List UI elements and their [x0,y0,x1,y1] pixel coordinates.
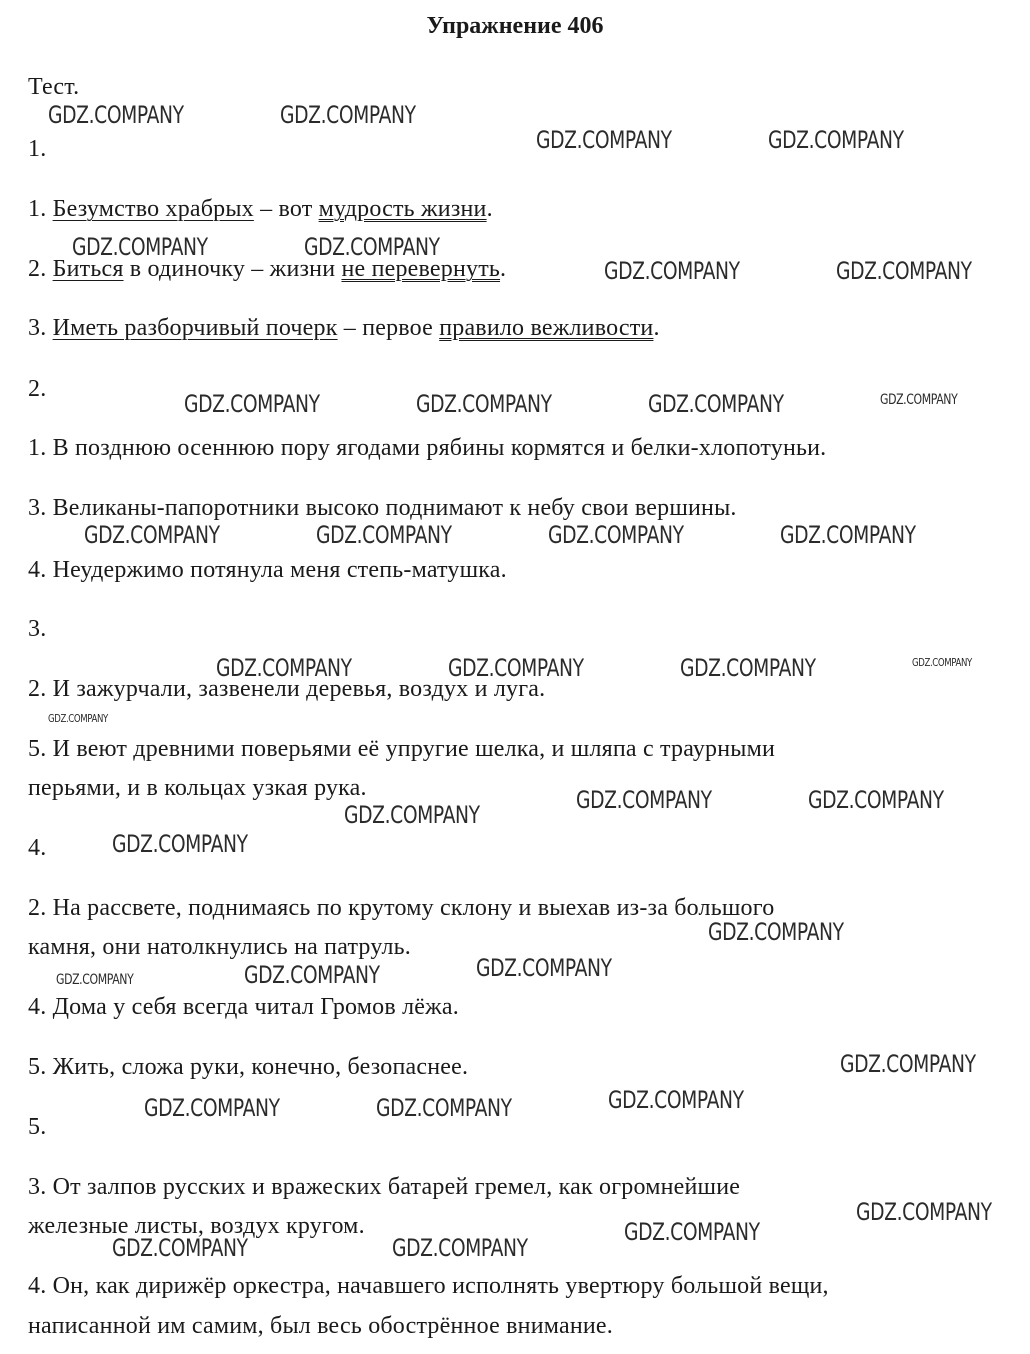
sentence-part: – первое [337,315,440,341]
sentence-line: 4. Он, как дирижёр оркестра, начавшего исполнять увертюру большой вещи, [28,1273,829,1299]
sentence-line: 2. На рассвете, поднимаясь по крутому склону и выехав из-за большого [28,895,775,921]
watermark: GDZ.COMPANY [648,390,784,418]
watermark: GDZ.COMPANY [216,654,352,682]
watermark: GDZ.COMPANY [280,101,416,129]
watermark: GDZ.COMPANY [880,392,958,408]
intro-label: Тест. [28,74,80,100]
watermark: GDZ.COMPANY [304,233,440,261]
sentence-line: 1. В позднюю осеннюю пору ягодами рябины кормятся и белки-хлопотуньи. [28,435,827,461]
watermark: GDZ.COMPANY [56,972,134,988]
watermark: GDZ.COMPANY [840,1050,976,1078]
watermark: GDZ.COMPANY [624,1218,760,1246]
section-number: 2. [28,376,47,402]
watermark: GDZ.COMPANY [184,390,320,418]
predicate: не перевернуть [341,256,501,282]
sentence-line: 4. Неудержимо потянула меня степь-матушка. [28,557,507,583]
sentence-line: перьями, и в кольцах узкая рука. [28,775,367,801]
sentence-line: 5. И веют древними поверьями её упругие шелка, и шляпа с траурными [28,736,776,762]
watermark: GDZ.COMPANY [780,521,916,549]
watermark: GDZ.COMPANY [392,1234,528,1262]
sentence-end: . [486,196,493,222]
watermark: GDZ.COMPANY [48,101,184,129]
sentence-1-3 [28,313,660,343]
sentence-line: железные листы, воздух кругом. [28,1213,365,1239]
predicate: правило вежливости [439,315,654,341]
watermark: GDZ.COMPANY [768,126,904,154]
watermark: GDZ.COMPANY [808,786,944,814]
watermark: GDZ.COMPANY [536,126,672,154]
watermark: GDZ.COMPANY [680,654,816,682]
sentence-line: 3. Великаны-папоротники высоко поднимают к небу свои вершины. [28,495,737,521]
watermark: GDZ.COMPANY [604,257,740,285]
subject: Биться [52,256,124,282]
predicate: мудрость жизни [318,196,487,222]
watermark: GDZ.COMPANY [448,654,584,682]
page-title: Упражнение 406 [426,13,604,39]
section-number: 3. [28,616,47,642]
watermark: GDZ.COMPANY [48,712,108,725]
watermark: GDZ.COMPANY [316,521,452,549]
watermark: GDZ.COMPANY [912,656,972,669]
watermark: GDZ.COMPANY [576,786,712,814]
sentence-part: – вот [253,196,319,222]
watermark: GDZ.COMPANY [376,1094,512,1122]
watermark: GDZ.COMPANY [244,961,380,989]
sentence-1-1 [28,194,493,224]
item-number: 2. [28,256,47,282]
watermark: GDZ.COMPANY [72,233,208,261]
sentence-line: 3. От залпов русских и вражеских батарей гремел, как огромнейшие [28,1174,741,1200]
sentence-end: . [653,315,660,341]
section-number: 4. [28,835,47,861]
watermark: GDZ.COMPANY [112,830,248,858]
sentence-line: 2. И зажурчали, зазвенели деревья, воздух и луга. [28,676,546,702]
watermark: GDZ.COMPANY [548,521,684,549]
sentence-line: 5. Жить, сложа руки, конечно, безопаснее. [28,1054,469,1080]
watermark: GDZ.COMPANY [144,1094,280,1122]
item-number: 1. [28,196,47,222]
sentence-line: камня, они натолкнулись на патруль. [28,934,411,960]
section-number: 1. [28,136,47,162]
item-number: 3. [28,315,47,341]
sentence-line: 4. Дома у себя всегда читал Громов лёжа. [28,994,459,1020]
subject: Иметь разборчивый почерк [52,315,338,341]
watermark: GDZ.COMPANY [112,1234,248,1262]
watermark: GDZ.COMPANY [476,954,612,982]
sentence-line: написанной им самим, был весь обострённое внимание. [28,1313,613,1339]
watermark: GDZ.COMPANY [836,257,972,285]
sentence-part: в одиночку – жизни [123,256,342,282]
watermark: GDZ.COMPANY [856,1198,992,1226]
section-number: 5. [28,1114,47,1140]
sentence-end: . [500,256,507,282]
watermark: GDZ.COMPANY [84,521,220,549]
subject: Безумство храбрых [52,196,254,222]
watermark: GDZ.COMPANY [708,918,844,946]
watermark: GDZ.COMPANY [608,1086,744,1114]
watermark: GDZ.COMPANY [344,801,480,829]
watermark: GDZ.COMPANY [416,390,552,418]
